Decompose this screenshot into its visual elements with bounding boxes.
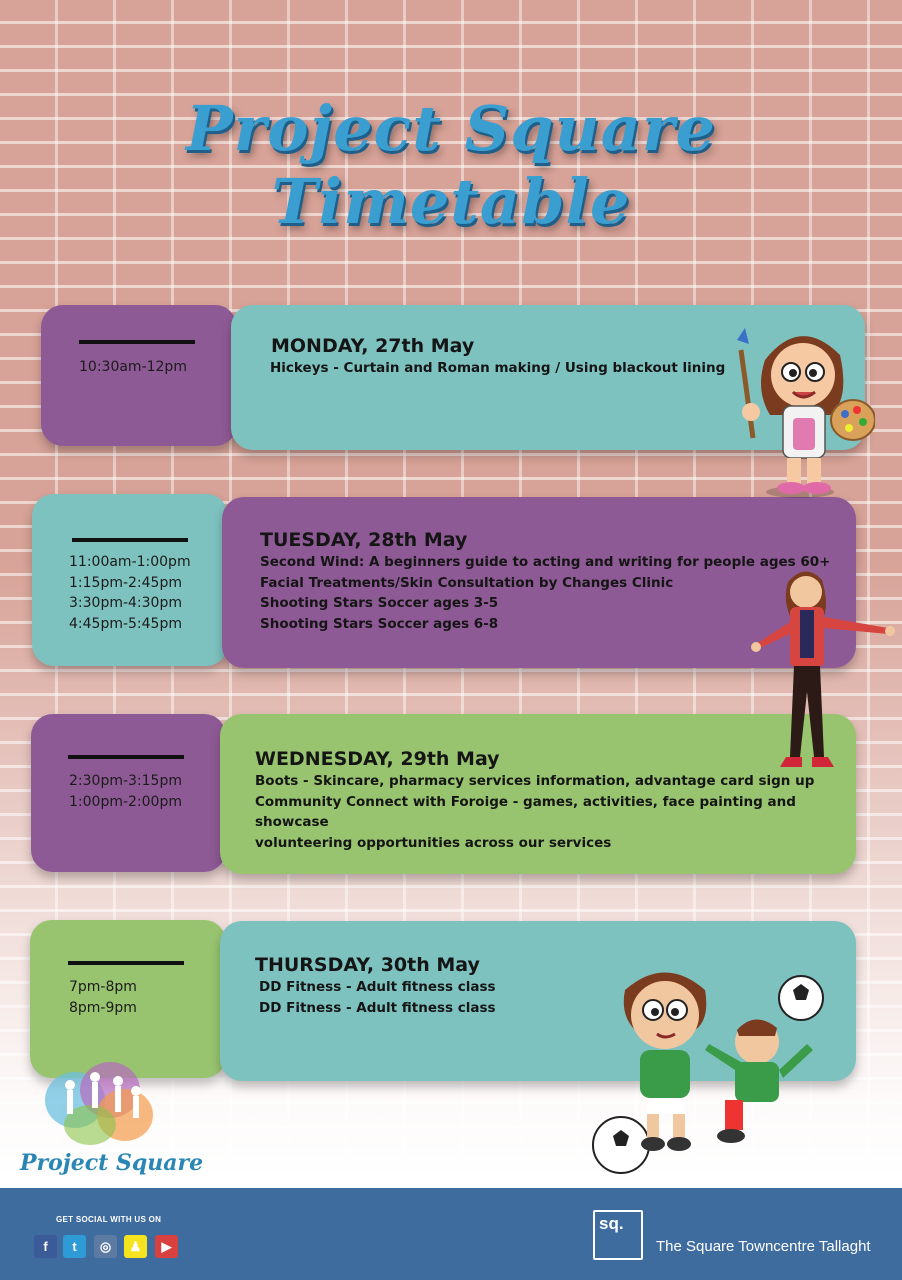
page-title: Project Square Timetable [186, 92, 716, 238]
brand-name: The Square Towncentre Tallaght [656, 1238, 871, 1255]
tuesday-times [69, 552, 191, 634]
project-square-logo-graphic [40, 1055, 160, 1150]
presenter-woman-illustration [750, 562, 900, 782]
social-label: GET SOCIAL WITH US ON [56, 1215, 162, 1224]
snapchat-icon[interactable]: ♟ [124, 1235, 147, 1258]
time-slot: 4:45pm-5:45pm [69, 615, 182, 632]
soccer-kids-illustration [585, 950, 835, 1180]
time-divider [68, 755, 184, 759]
footer-bar [0, 1188, 902, 1280]
time-slot: 10:30am-12pm [79, 359, 187, 375]
tuesday-time-box [32, 494, 228, 666]
time-divider [72, 538, 188, 542]
event-item: Shooting Stars Soccer ages 6-8 [260, 615, 499, 632]
time-slot: 8pm-9pm [69, 999, 137, 1016]
event-item: DD Fitness - Adult fitness class [259, 979, 496, 995]
time-slot: 11:00am-1:00pm [69, 554, 191, 570]
time-slot: 2:30pm-3:15pm [69, 773, 182, 789]
time-slot: 1:15pm-2:45pm [69, 574, 182, 591]
thursday-times [69, 977, 137, 1018]
wednesday-items [255, 771, 856, 853]
event-item: Boots - Skincare, pharmacy services information, advantage card sign up [255, 773, 815, 789]
project-square-logo-text: Project Square [20, 1150, 204, 1176]
tuesday-items [260, 552, 830, 634]
time-slot: 1:00pm-2:00pm [69, 793, 182, 810]
square-logo-icon [593, 1210, 643, 1260]
monday-times [79, 357, 187, 378]
event-item: DD Fitness - Adult fitness class [259, 999, 496, 1016]
thursday-heading: THURSDAY, 30th May [255, 954, 480, 976]
facebook-icon[interactable]: f [34, 1235, 57, 1258]
time-slot: 3:30pm-4:30pm [69, 595, 182, 611]
time-divider [79, 340, 195, 344]
time-divider [68, 961, 184, 965]
event-item: Second Wind: A beginners guide to acting and writing for people ages 60+ [260, 554, 831, 570]
instagram-icon[interactable]: ◎ [94, 1235, 117, 1258]
event-item: Facial Treatments/Skin Consultation by Changes Clinic [260, 574, 674, 591]
monday-time-box [41, 305, 237, 446]
thursday-items [259, 977, 496, 1018]
wednesday-heading: WEDNESDAY, 29th May [255, 748, 500, 770]
tuesday-heading: TUESDAY, 28th May [260, 529, 468, 551]
youtube-icon[interactable]: ▶ [155, 1235, 178, 1258]
twitter-icon[interactable]: t [63, 1235, 86, 1258]
event-item: Community Connect with Foroige - games, activities, face painting and showcase [255, 793, 796, 830]
event-item: volunteering opportunities across our services [255, 834, 612, 851]
event-item: Shooting Stars Soccer ages 3-5 [260, 595, 499, 611]
event-item: Hickeys - Curtain and Roman making / Using blackout lining [270, 360, 726, 376]
wednesday-time-box [31, 714, 226, 872]
monday-items [270, 358, 725, 379]
square-logo-mark: sq. [599, 1214, 624, 1233]
time-slot: 7pm-8pm [69, 979, 137, 995]
monday-heading: MONDAY, 27th May [271, 335, 475, 357]
wednesday-times [69, 771, 182, 812]
painter-girl-illustration [715, 320, 875, 500]
